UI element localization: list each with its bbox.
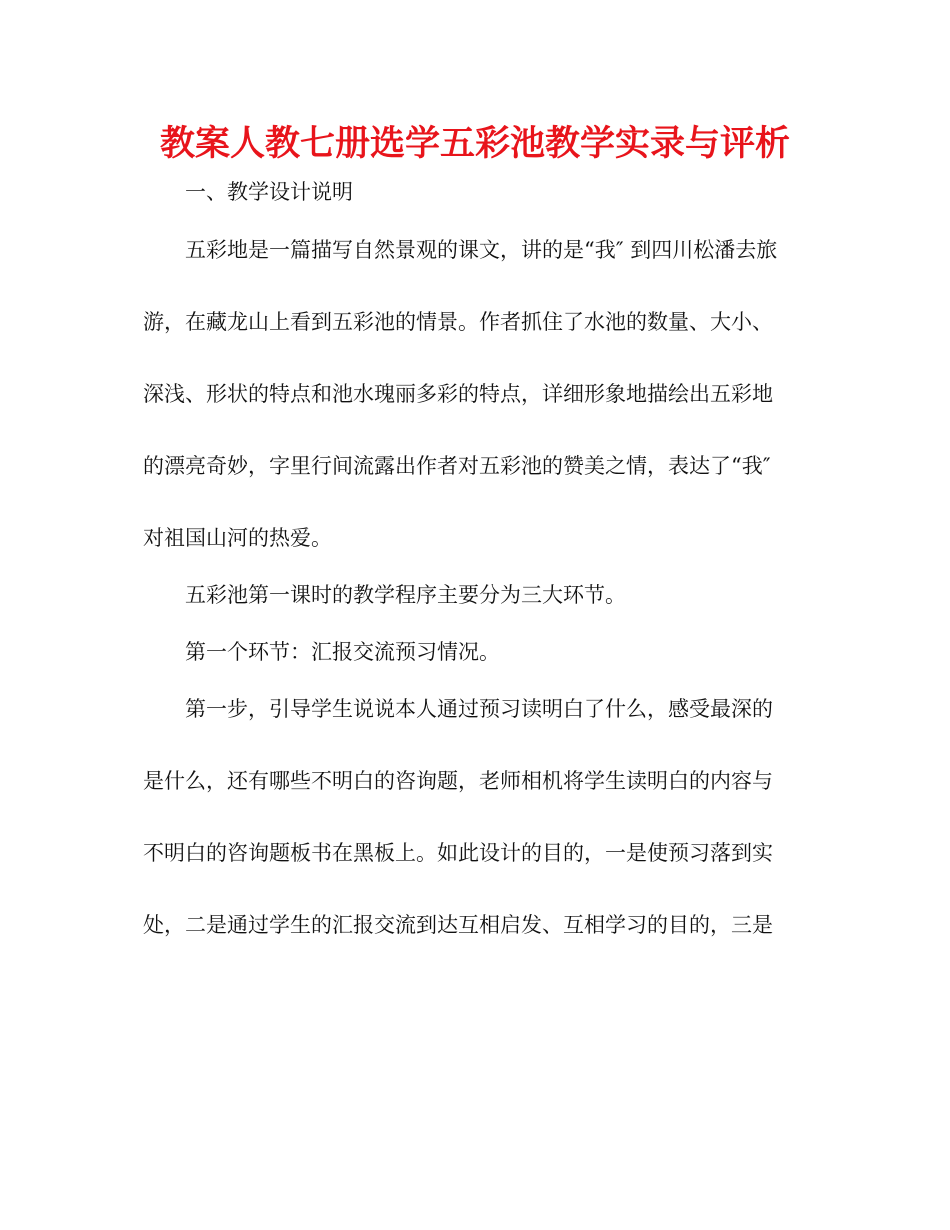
paragraph-line: 不明白的咨询题板书在黑板上。如此设计的目的，一是使预习落到实 [143,841,773,865]
paragraph-line: 游，在藏龙山上看到五彩池的情景。作者抓住了水池的数量、大小、 [143,310,773,334]
paragraph-line: 处，二是通过学生的汇报交流到达互相启发、互相学习的目的，三是 [143,913,773,937]
paragraph-line: 是什么，还有哪些不明白的咨询题，老师相机将学生读明白的内容与 [143,769,773,793]
paragraph-step-one [143,687,808,947]
paragraph-line: 五彩地是一篇描写自然景观的课文，讲的是“我″ 到四川松潘去旅 [185,238,778,262]
step-section-line: 第一个环节：汇报交流预习情况。 [185,640,500,664]
section-heading: 一、教学设计说明 [185,180,353,204]
document-title: 教案人教七册选学五彩池教学实录与评析 [159,124,790,164]
paragraph-line: 深浅、形状的特点和池水瑰丽多彩的特点，详细形象地描绘出五彩地 [143,382,773,406]
paragraph-intro [143,228,808,560]
paragraph-line: 对祖国山河的热爱。 [143,526,332,550]
paragraph-line: 第一步，引导学生说说本人通过预习读明白了什么，感受最深的 [185,697,773,721]
procedure-line: 五彩池第一课时的教学程序主要分为三大环节。 [185,583,626,607]
document-body [143,170,808,960]
paragraph-line: 的漂亮奇妙，字里行间流露出作者对五彩池的赞美之情，表达了“我″ [143,454,771,478]
